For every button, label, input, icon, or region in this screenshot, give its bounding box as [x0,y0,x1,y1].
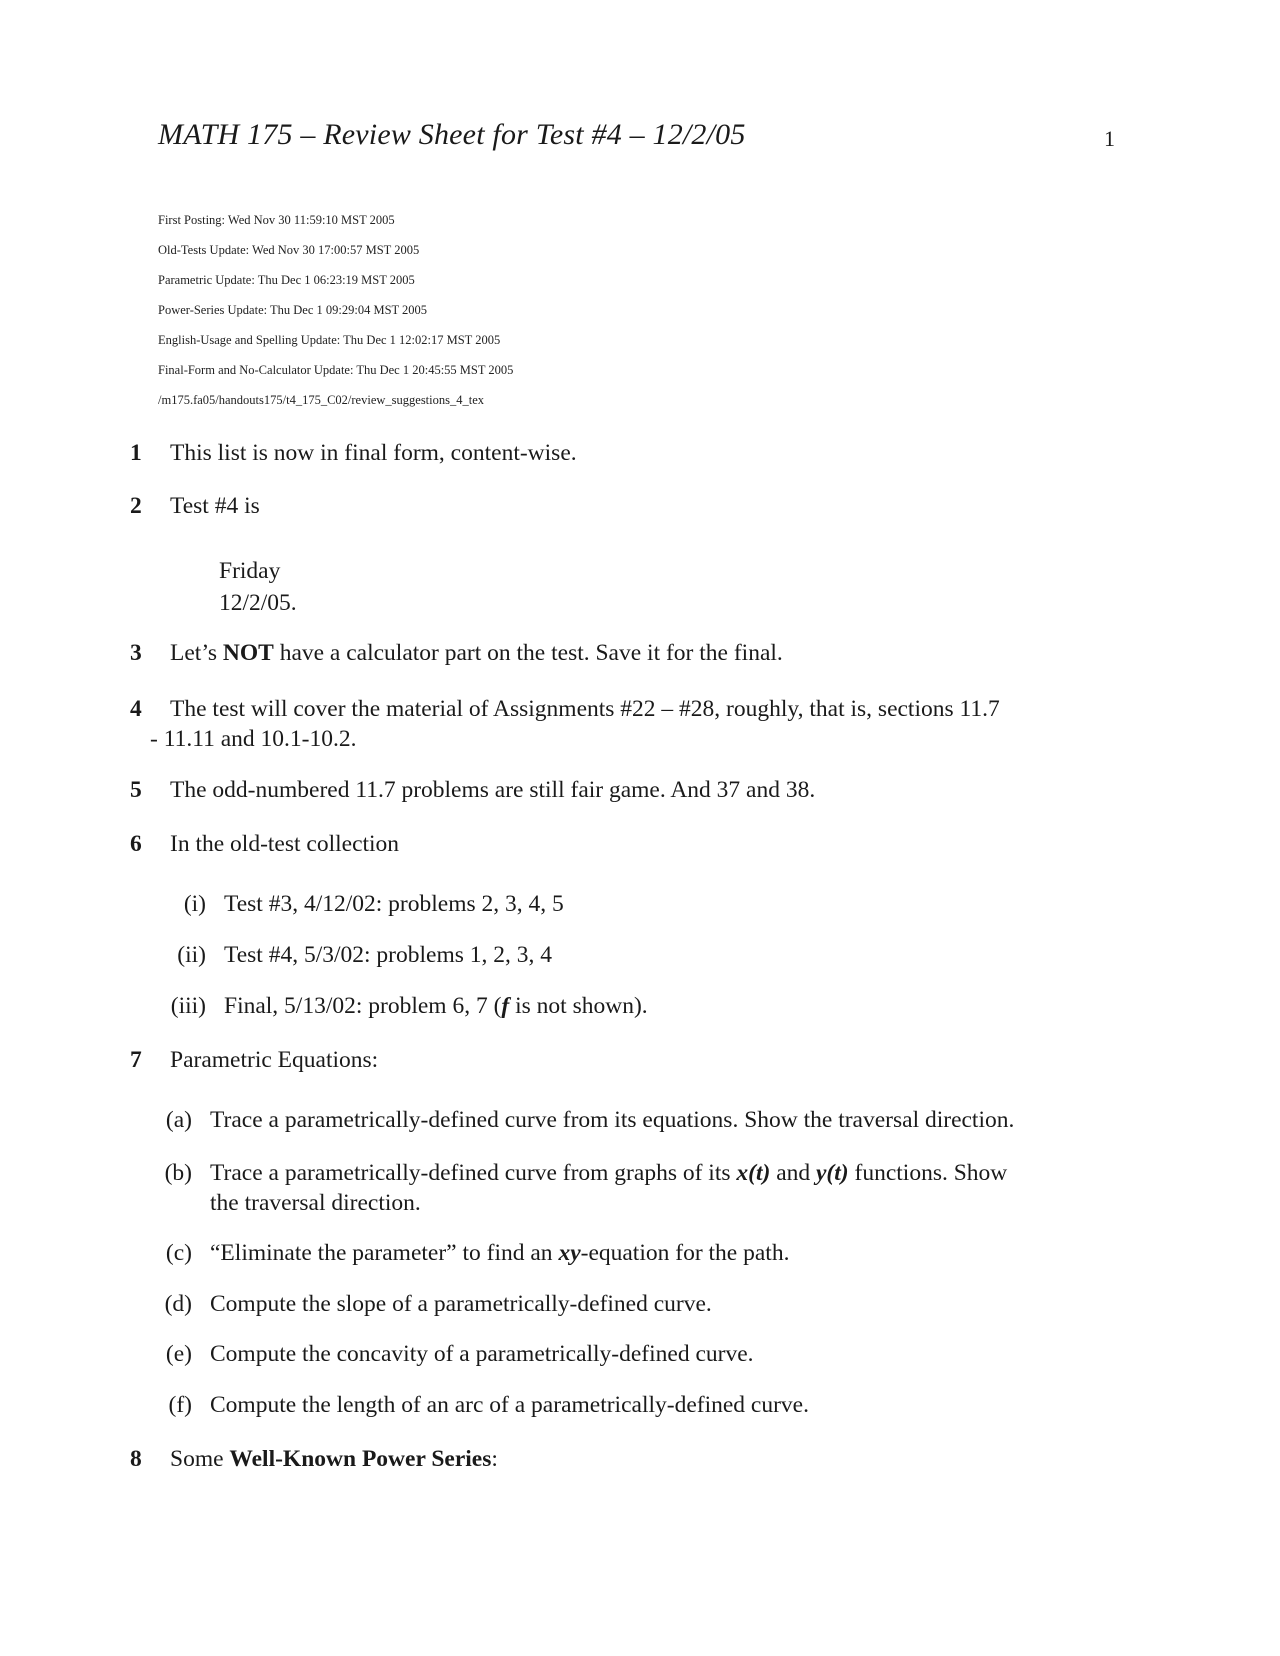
update-line: Old-Tests Update: Wed Nov 30 17:00:57 MST 2005 [158,243,420,257]
sub-item [142,1158,1007,1218]
sub-item [142,1291,712,1318]
list-item-6 [130,831,399,858]
item-text-bold: Well-Known Power Series [229,1446,492,1472]
page-number: 1 [1104,126,1115,151]
item-number: 1 [130,440,142,466]
update-line: Final-Form and No-Calculator Update: Thu Dec 1 20:45:55 MST 2005 [158,363,514,377]
update-log [158,212,513,422]
sub-item-text-post: functions. Show [848,1160,1008,1186]
list-item-4 [130,694,1120,754]
sub-item-label: (iii) [170,993,206,1019]
sub-item-label: (a) [165,1107,192,1133]
sub-item-label: (e) [165,1341,192,1367]
item-text-post: have a calculator part on the test. Save it for the final. [273,640,783,666]
sub-item [156,942,552,969]
math-variable: y(t) [816,1160,849,1186]
math-variable: xy [558,1240,581,1266]
sub-item-text-post: -equation for the path. [580,1240,790,1266]
sub-item [156,891,564,918]
update-line: First Posting: Wed Nov 30 11:59:10 MST 2005 [158,213,395,227]
sub-item-text-post: is not shown). [509,993,648,1019]
item-text-line2: - 11.11 and 10.1-10.2. [150,726,357,752]
sub-item-text-line2: the traversal direction. [210,1190,421,1216]
sub-item-text: Compute the slope of a parametrically-defined curve. [210,1291,712,1317]
update-line: Power-Series Update: Thu Dec 1 09:29:04 MST 2005 [158,303,428,317]
list-item-1 [130,440,577,467]
item-text-post: : [491,1446,498,1472]
math-variable: x(t) [736,1160,771,1186]
sub-item-text-pre: “Eliminate the parameter” to find an [210,1240,559,1266]
list-item-2 [130,493,260,520]
item-text: Parametric Equations: [170,1047,379,1073]
sub-item [142,1392,809,1419]
sub-item [156,993,648,1020]
page-title: MATH 175 – Review Sheet for Test #4 – 12/2/05 [158,118,746,151]
sub-item-text: Test #4, 5/3/02: problems 1, 2, 3, 4 [224,942,552,968]
item-number: 5 [130,777,142,803]
list-item-3 [130,640,783,667]
list-item-7 [130,1047,378,1074]
item-number: 4 [130,696,142,722]
update-line: English-Usage and Spelling Update: Thu Dec 1 12:02:17 MST 2005 [158,333,501,347]
item-text: Test #4 is [170,493,260,519]
item-text-pre: Let’s [170,640,223,666]
sub-item [142,1240,789,1267]
sub-item-label: (ii) [177,942,206,968]
item-number: 7 [130,1047,142,1073]
sub-item-text: Trace a parametrically-defined curve from its equations. Show the traversal direction. [210,1107,1015,1133]
sub-item-text: Compute the concavity of a parametrically-defined curve. [210,1341,754,1367]
item-text-line1: The test will cover the material of Assignments #22 – #28, roughly, that is, sections 11.7 [170,696,1000,722]
update-line: Parametric Update: Thu Dec 1 06:23:19 MST 2005 [158,273,415,287]
sub-item-label: (f) [168,1392,192,1418]
sub-item-text-mid: and [770,1160,816,1186]
item-number: 3 [130,640,142,666]
item-text: This list is now in final form, content-wise. [170,440,577,466]
list-item-8 [130,1446,498,1473]
test-day: Friday [219,558,281,584]
item-text: In the old-test collection [170,831,400,857]
test-date-block [219,555,297,619]
sub-item [142,1107,1014,1134]
item-text-bold: NOT [222,640,274,666]
list-item-5 [130,777,815,804]
sub-item-label: (d) [164,1291,192,1317]
sub-item-label: (b) [164,1160,192,1186]
item-number: 6 [130,831,142,857]
item-number: 2 [130,493,142,519]
sub-item-label: (c) [165,1240,192,1266]
sub-item-text: Test #3, 4/12/02: problems 2, 3, 4, 5 [224,891,564,917]
test-date: 12/2/05. [219,590,297,616]
math-variable: f [501,993,510,1019]
item-text-pre: Some [170,1446,230,1472]
sub-item-label: (i) [183,891,206,917]
file-path: /m175.fa05/handouts175/t4_175_C02/review_suggestions_4_tex [158,393,485,407]
sub-item-text-pre: Trace a parametrically-defined curve from graphs of its [210,1160,737,1186]
item-text: The odd-numbered 11.7 problems are still fair game. And 37 and 38. [170,777,816,803]
item-number: 8 [130,1446,142,1472]
sub-item [142,1341,754,1368]
sub-item-text: Compute the length of an arc of a parametrically-defined curve. [210,1392,809,1418]
sub-item-text-pre: Final, 5/13/02: problem 6, 7 ( [224,993,502,1019]
